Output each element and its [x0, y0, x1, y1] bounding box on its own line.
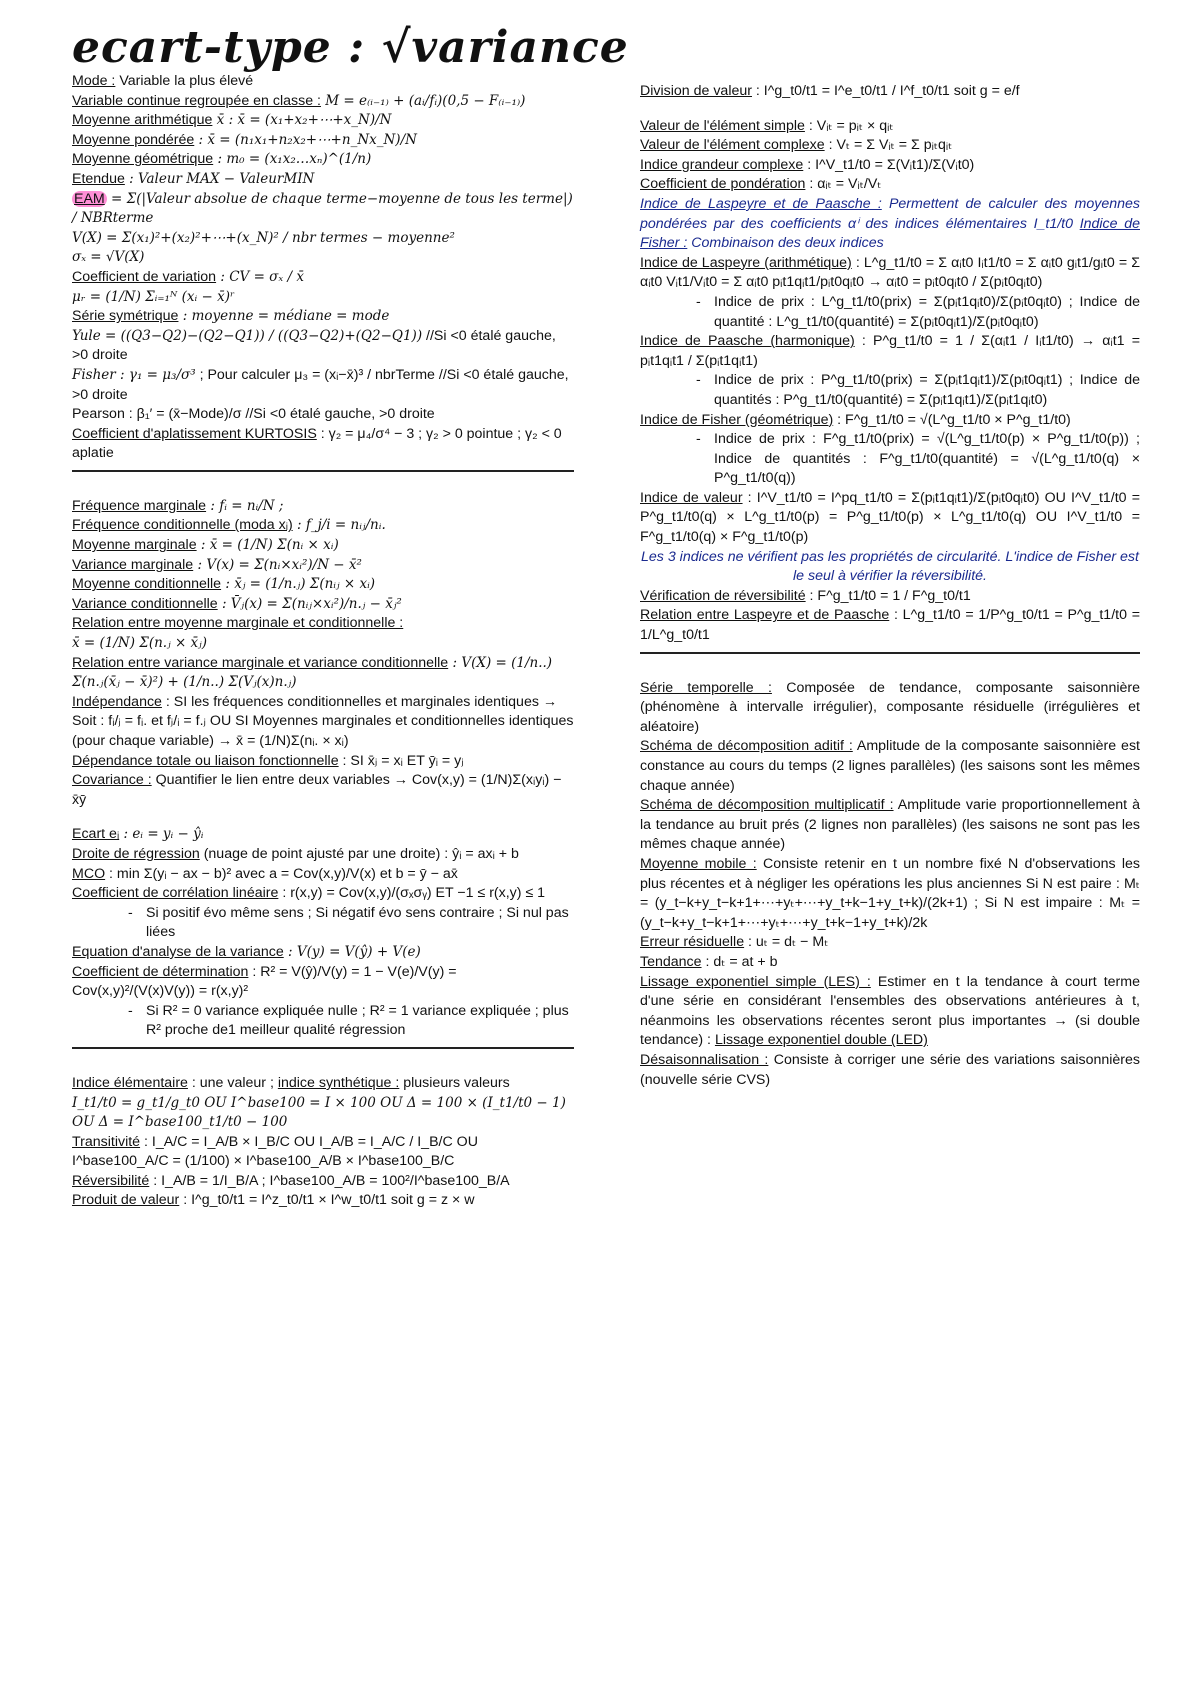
formula-moy-arith — [72, 111, 574, 131]
formula-text: Indice de prix : P^g_t1/t0(prix) = Σ(pᵢt1qᵢt1)/Σ(pᵢt0qᵢt1) ; Indice de quantités : P^g_t1/t0(quantité) = Σ(pᵢt1qᵢt1)/Σ(pᵢt1qᵢt0) — [714, 372, 1140, 408]
formula-desais — [640, 1051, 1140, 1090]
formula-math: : fᵢ = nᵢ/N ; — [206, 497, 284, 514]
formula-label: Série temporelle : — [640, 679, 772, 696]
formula-yule — [72, 327, 574, 366]
formula-text: : L^g_t1/t0 = 1/P^g_t0/t1 = P^g_t1/t0 = 1/L^g_t0/t1 — [640, 607, 1140, 644]
formula-anova — [72, 943, 574, 963]
formula-variance — [72, 229, 574, 249]
formula-label-2: Lissage exponentiel double (LED) — [714, 1032, 928, 1049]
formula-math: μᵣ = (1/N) Σᵢ₌₁ᴺ (xᵢ − x̄)ʳ — [72, 288, 235, 305]
formula-erreur — [640, 933, 1140, 953]
formula-var-marg — [72, 556, 574, 576]
formula-ecart — [72, 825, 574, 845]
formula-text: : L^g_t1/t0 = Σ αᵢt0 Iᵢt1/t0 = Σ αᵢt0 gᵢt1/gᵢt0 = Σ αᵢt0 Vᵢt1/Vᵢt0 = Σ αᵢt0 pᵢt1qᵢt1/pᵢt0qᵢt0 → αᵢt0 = pᵢt0qᵢt0 / Σ(pᵢt0qᵢt0) — [640, 254, 1140, 291]
formula-label: Désaisonnalisation : — [640, 1051, 769, 1068]
formula-val-simple — [640, 117, 1140, 137]
page-title: ecart-type : √variance — [72, 22, 629, 73]
formula-label: Indice de Laspeyre (arithmétique) — [640, 254, 852, 271]
formula-etendue — [72, 170, 574, 190]
formula-math: : f_j/i = nᵢⱼ/nᵢ. — [292, 517, 386, 534]
formula-sym — [72, 307, 574, 327]
formula-text: : I^g_t0/t1 = I^z_t0/t1 × I^w_t0/t1 soit g = z × w — [179, 1192, 475, 1209]
formula-math: = Σ(|Valeur absolue de chaque terme−moyenne de tous les terme|) / NBRterme — [72, 190, 573, 227]
formula-text: Indice de prix : F^g_t1/t0(prix) = √(L^g_t1/t0(p) × P^g_t1/t0(p)) ; Indice de quantités : F^g_t1/t0(quantité) = √(L^g_t1/t0(q) × P^g_t1/t0(q)) — [714, 431, 1140, 487]
formula-math: : x̄ = (1/N) Σ(nᵢ × xᵢ) — [196, 537, 339, 554]
formula-text: Consiste à corriger une série des variations saisonnières (nouvelle série CVS) — [640, 1051, 1140, 1088]
formula-label: Transitivité — [72, 1133, 141, 1150]
formula-label: Droite de régression — [72, 845, 200, 862]
formula-text: : I^g_t0/t1 = I^e_t0/t1 / I^f_t0/t1 soit g = e/f — [751, 83, 1020, 99]
formula-math: : moyenne = médiane = mode — [178, 308, 390, 325]
formula-mode — [72, 72, 574, 92]
formula-schema-mult — [640, 796, 1140, 855]
section-divider — [72, 1047, 574, 1049]
formula-eam — [72, 190, 574, 229]
formula-laspeyre-paasche — [640, 195, 1140, 254]
formula-fisher — [72, 366, 574, 405]
formula-r2-b — [72, 1002, 574, 1041]
formula-math: : Valeur MAX − ValeurMIN — [124, 170, 315, 187]
section-divider — [72, 470, 574, 472]
formula-rel-moy — [72, 614, 574, 634]
formula-text: : dₜ = at + b — [701, 953, 778, 970]
formula-text: : SI x̄ⱼ = xᵢ ET ȳᵢ = yⱼ — [338, 752, 464, 769]
formula-math: V(X) = Σ(x₁)²+(x₂)²+⋯+(x_N)² / nbr termes − moyenne² — [72, 229, 455, 246]
formula-r2 — [72, 963, 574, 1002]
formula-cov — [72, 771, 574, 810]
formula-les — [640, 973, 1140, 1051]
formula-math: : eᵢ = yᵢ − ŷᵢ — [119, 826, 204, 843]
formula-label: Réversibilité — [72, 1172, 150, 1189]
formula-label: Indice de Fisher (géométrique) — [640, 411, 834, 428]
formula-label: Indice grandeur complexe — [640, 156, 804, 173]
formula-text: Pearson : β₁′ = (x̄−Mode)/σ //Si <0 étalé gauche, >0 droite — [72, 406, 435, 423]
formula-text: Permettent de calculer des moyennes pondérées par des coefficients αⁱ des indices élémentaires I_t1/t0 — [640, 195, 1141, 232]
formula-produit — [72, 1191, 574, 1211]
formula-label: Série symétrique — [72, 308, 179, 325]
formula-text: : uₜ = dₜ − Mₜ — [744, 934, 829, 951]
formula-text: : F^g_t1/t0 = √(L^g_t1/t0 × P^g_t1/t0) — [833, 411, 1071, 428]
formula-label: Etendue — [72, 170, 125, 187]
formula-text: Si R² = 0 variance expliquée nulle ; R² = 1 variance expliquée ; plus R² proche de1 meilleur qualité régression — [146, 1002, 569, 1039]
formula-label: Relation entre variance marginale et variance conditionnelle — [72, 654, 449, 671]
formula-label: Coefficient de corrélation linéaire — [72, 885, 279, 902]
formula-text: : min Σ(yᵢ − ax − b)² avec a = Cov(x,y)/V(x) et b = ȳ − ax̄ — [105, 865, 458, 882]
formula-freq-marg — [72, 497, 574, 517]
formula-transit — [72, 1133, 574, 1172]
formula-rel-var — [72, 654, 574, 693]
formula-cv — [72, 268, 574, 288]
formula-label: Moyenne conditionnelle — [72, 576, 222, 593]
formula-text: Indice de prix : L^g_t1/t0(prix) = Σ(pᵢt1qᵢt0)/Σ(pᵢt0qᵢt0) ; Indice de quantité : L^g_t1/t0(quantité) = Σ(pᵢt0qᵢt1)/Σ(pᵢt0qᵢt0) — [714, 293, 1140, 330]
formula-label: Covariance : — [72, 772, 152, 789]
formula-label: Coefficient de pondération — [640, 176, 806, 193]
formula-label: Moyenne pondérée — [72, 131, 195, 148]
formula-label: Variance marginale — [72, 556, 194, 573]
formula-var-cond — [72, 595, 574, 615]
formula-math: x̄ = (1/N) Σ(n.ⱼ × x̄ⱼ) — [72, 635, 207, 652]
formula-serie-temp — [640, 679, 1140, 738]
formula-label: Valeur de l'élément complexe — [640, 137, 825, 154]
formula-math: : V(X) = (1/n..) Σ(n.ⱼ(x̄ⱼ − x̄)²) + (1/n..) Σ(Vⱼ(x)n.ⱼ) — [72, 654, 553, 691]
formula-label: Indice de valeur — [640, 489, 743, 506]
formula-label: EAM — [74, 190, 105, 207]
formula-math: Yule = ((Q3−Q2)−(Q2−Q1)) / ((Q3−Q2)+(Q2−Q1)) — [72, 327, 423, 344]
formula-text: : Vᵢₜ = pᵢₜ × qᵢₜ — [804, 117, 894, 134]
formula-label: Relation entre Laspeyre et de Paasche — [640, 607, 890, 624]
formula-label-2: indice synthétique : — [277, 1074, 400, 1091]
formula-text: Consiste retenir en t un nombre fixé N d'observations les plus récentes et à négliger les opérations les plus anciennes Si N est paire : Mₜ = (y_t−k+y_t−k+1+⋯+yₜ+⋯+y_t+k−1+y_t+k)/(2k+1) ; Si N est impaire : Mₜ = (y_t−k+y_t−k+1+⋯+yₜ+⋯+y_t+k−1+y_t+k)/2k — [640, 855, 1140, 931]
formula-text: //Si <0 étalé gauche, >0 droite — [72, 327, 556, 364]
formula-corr-b — [72, 904, 574, 943]
formula-moy-cond — [72, 575, 574, 595]
formula-label: Moyenne géométrique — [72, 151, 214, 168]
formula-label: Valeur de l'élément simple — [640, 117, 805, 134]
spacer — [72, 482, 574, 497]
formula-text: Amplitude varie proportionnellement à la tendance au bruit prés (2 lignes non parallèles) (les saisons ne sont pas les mêmes chaque année) — [640, 797, 1140, 853]
formula-dep — [72, 752, 574, 772]
formula-label: Erreur résiduelle — [640, 934, 745, 951]
formula-label: Division de valeur — [640, 83, 752, 99]
formula-text: ; Pour calculer μ₃ = (xᵢ−x̄)³ / nbrTerme //Si <0 étalé gauche, >0 droite — [72, 366, 569, 403]
formula-text: : SI les fréquences conditionnelles et marginales identiques → Soit : fᵢ/ⱼ = fᵢ. et fⱼ/ᵢ = f.ⱼ OU SI Moyennes marginales et conditionnelles identiques (pour chaque variable) → x̄ = (1/N)Σ(nᵢ. × xᵢ) — [72, 693, 574, 749]
right-column — [640, 82, 1140, 1090]
left-column — [72, 72, 574, 1211]
formula-note-circ — [640, 548, 1140, 587]
formula-text: : αᵢₜ = Vᵢₜ/Vₜ — [805, 176, 882, 193]
formula-label-2: Indice de Fisher : — [640, 215, 1140, 252]
formula-text: : I_A/C = I_A/B × I_B/C OU I_A/B = I_A/C / I_B/C OU I^base100_A/C = (1/100) × I^base100_A/B × I^base100_B/C — [72, 1133, 478, 1170]
formula-ind-formula — [72, 1094, 574, 1133]
formula-label: Tendance — [640, 953, 702, 970]
formula-math: : V(x) = Σ(nᵢ×xᵢ²)/N − x̄² — [193, 556, 362, 573]
formula-label: Moyenne marginale — [72, 537, 197, 554]
formula-rel-moy-f — [72, 634, 574, 654]
formula-ind-valeur — [640, 489, 1140, 548]
formula-math: x̄ : x̄ = (x₁+x₂+⋯+x_N)/N — [212, 112, 392, 129]
formula-text: Quantifier le lien entre deux variables → Cov(x,y) = (1/N)Σ(xᵢyᵢ) − x̄ȳ — [72, 772, 562, 808]
formula-text: : I^V_t1/t0 = Σ(Vᵢt1)/Σ(Vᵢt0) — [803, 156, 975, 173]
formula-label: Variance conditionnelle — [72, 595, 218, 612]
spacer — [640, 102, 1140, 117]
formula-label: Moyenne arithmétique — [72, 112, 213, 129]
formula-text: : I^V_t1/t0 = I^pq_t1/t0 = Σ(pᵢt1qᵢt1)/Σ(pᵢt0qᵢt0) OU I^V_t1/t0 = P^g_t1/t0(q) × L^g_t1/t0(p) = P^g_t1/t0(p) × L^g_t1/t0(q) OU I^V_t1/t0 = F^g_t1/t0(q) × F^g_t1/t0(p) — [640, 489, 1140, 546]
formula-text: : Vₜ = Σ Vᵢₜ = Σ pᵢₜqᵢₜ — [824, 137, 953, 154]
formula-label: Lissage exponentiel simple (LES) : — [640, 973, 871, 990]
formula-math: I_t1/t0 = g_t1/g_t0 OU I^base100 = I × 100 OU Δ = 100 × (I_t1/t0 − 1) OU Δ = I^base100_t1/t0 − 100 — [72, 1094, 566, 1131]
formula-math: : CV = σₓ / x̄ — [216, 268, 304, 285]
formula-math: : V̄ⱼ(x) = Σ(nᵢⱼ×xᵢ²)/n.ⱼ − x̄ⱼ² — [217, 595, 402, 612]
formula-label: Equation d'analyse de la variance — [72, 943, 284, 960]
formula-pearson — [72, 405, 574, 425]
formula-coef-pond — [640, 175, 1140, 195]
formula-label: Ecart eᵢ — [72, 826, 120, 843]
formula-mu-r — [72, 288, 574, 308]
formula-corr — [72, 884, 574, 904]
formula-label: Variable continue regroupée en classe : — [72, 92, 321, 109]
formula-ind-elem — [72, 1074, 574, 1094]
formula-fisher-b — [640, 430, 1140, 489]
formula-text: : R² = V(ŷ)/V(y) = 1 − V(e)/V(y) = Cov(x,y)²/(V(x)V(y)) = r(x,y)² — [72, 963, 457, 1000]
formula-label: Dépendance totale ou liaison fonctionnelle — [72, 752, 339, 769]
formula-label: Mode : — [72, 73, 116, 89]
formula-label: Indice élémentaire — [72, 1074, 188, 1091]
formula-label: MCO — [72, 865, 106, 882]
formula-label: Schéma de décomposition aditif : — [640, 738, 853, 755]
formula-label: Indice de Paasche (harmonique) — [640, 333, 855, 350]
formula-label: Moyenne mobile : — [640, 855, 757, 872]
formula-math: Fisher : γ₁ = μ₃/σ³ — [72, 366, 196, 383]
formula-text: Amplitude de la composante saisonnière est constance au cours du temps (2 lignes parallèles) (les saisons sont les mêmes chaque année) — [640, 738, 1140, 794]
formula-tendance — [640, 953, 1140, 973]
formula-label: Relation entre moyenne marginale et conditionnelle : — [72, 615, 404, 632]
formula-text: : γ₂ = μ₄/σ⁴ − 3 ; γ₂ > 0 pointue ; γ₂ < 0 aplatie — [72, 425, 562, 462]
formula-text: Les 3 indices ne vérifient pas les propriétés de circularité. L'indice de Fisher est le seul à vérifier la réversibilité. — [641, 548, 1139, 585]
formula-text-2: plusieurs valeurs — [399, 1074, 510, 1091]
formula-text: Variable la plus élevé — [115, 73, 254, 89]
formula-ind-grandeur — [640, 156, 1140, 176]
formula-label: Coefficient d'aplatissement KURTOSIS — [72, 425, 317, 442]
formula-verif-rev — [640, 587, 1140, 607]
formula-label: Schéma de décomposition multiplicatif : — [640, 797, 894, 814]
spacer — [640, 664, 1140, 679]
formula-label: Fréquence marginale — [72, 497, 207, 514]
formula-text: Estimer en t la tendance à court terme d'une série en considérant l'ensembles des observations antérieures à t, néanmoins les observations récentes seront plus importantes → (si double tendance) : — [640, 973, 1140, 1049]
formula-val-complexe — [640, 136, 1140, 156]
formula-label: Fréquence conditionnelle (moda xᵢ) — [72, 517, 293, 534]
formula-text: : F^g_t1/t0 = 1 / F^g_t0/t1 — [805, 587, 971, 604]
formula-kurtosis — [72, 425, 574, 464]
formula-math: : x̄ⱼ = (1/n.ⱼ) Σ(nᵢⱼ × xᵢ) — [221, 576, 376, 593]
formula-paasche-b — [640, 371, 1140, 410]
formula-label: Produit de valeur — [72, 1192, 180, 1209]
formula-moy-mobile — [640, 855, 1140, 933]
formula-math: σₓ = √V(X) — [72, 249, 145, 266]
formula-laspeyre — [640, 254, 1140, 293]
formula-rever — [72, 1172, 574, 1192]
formula-moy-geo — [72, 150, 574, 170]
formula-math: : x̄ = (n₁x₁+n₂x₂+⋯+n_Nx_N)/N — [194, 131, 417, 148]
formula-text: : une valeur ; — [187, 1074, 278, 1091]
formula-label: Coefficient de variation — [72, 268, 217, 285]
formula-schema-add — [640, 737, 1140, 796]
formula-text: (nuage de point ajusté par une droite) : ŷᵢ = axᵢ + b — [199, 845, 519, 862]
formula-droite — [72, 845, 574, 865]
section-divider — [640, 652, 1140, 654]
formula-text: Si positif évo même sens ; Si négatif évo sens contraire ; Si nul pas liées — [146, 904, 569, 941]
formula-laspeyre-b — [640, 293, 1140, 332]
spacer — [72, 810, 574, 825]
formula-fisher-ind — [640, 411, 1140, 431]
formula-text: : I_A/B = 1/I_B/A ; I^base100_A/B = 100²/I^base100_B/A — [149, 1172, 510, 1189]
formula-text: : P^g_t1/t0 = 1 / Σ(αᵢt1 / Iᵢt1/t0) → αᵢt1 = pᵢt1qᵢt1 / Σ(pᵢt1qᵢt1) — [640, 333, 1140, 369]
formula-text: Composée de tendance, composante saisonnière (phénomène à intervalle irrégulier), composante résiduelle (irrégulières et aléatoire) — [640, 679, 1140, 735]
formula-math: : m₀ = (x₁x₂…xₙ)^(1/n) — [213, 151, 372, 168]
spacer — [72, 1059, 574, 1074]
formula-paasche — [640, 332, 1140, 371]
formula-indep — [72, 693, 574, 752]
formula-label: Indice de Laspeyre et de Paasche : — [640, 195, 882, 212]
formula-sigma — [72, 248, 574, 268]
formula-division — [640, 82, 1140, 102]
formula-label: Coefficient de détermination — [72, 963, 249, 980]
formula-label: Indépendance — [72, 693, 162, 710]
formula-math: : V(y) = V(ŷ) + V(e) — [283, 943, 421, 960]
formula-mco — [72, 865, 574, 885]
formula-rel-lp — [640, 606, 1140, 645]
formula-text-2: Combinaison des deux indices — [687, 235, 884, 252]
formula-math: M = e₍ᵢ₋₁₎ + (aᵢ/fᵢ)(0,5 − F₍ᵢ₋₁₎) — [320, 92, 526, 109]
formula-freq-cond — [72, 516, 574, 536]
formula-moy-marg — [72, 536, 574, 556]
formula-text: : r(x,y) = Cov(x,y)/(σₓσᵧ) ET −1 ≤ r(x,y) ≤ 1 — [278, 885, 546, 902]
formula-var-cont — [72, 92, 574, 112]
formula-label: Vérification de réversibilité — [640, 587, 806, 604]
formula-moy-pond — [72, 131, 574, 151]
